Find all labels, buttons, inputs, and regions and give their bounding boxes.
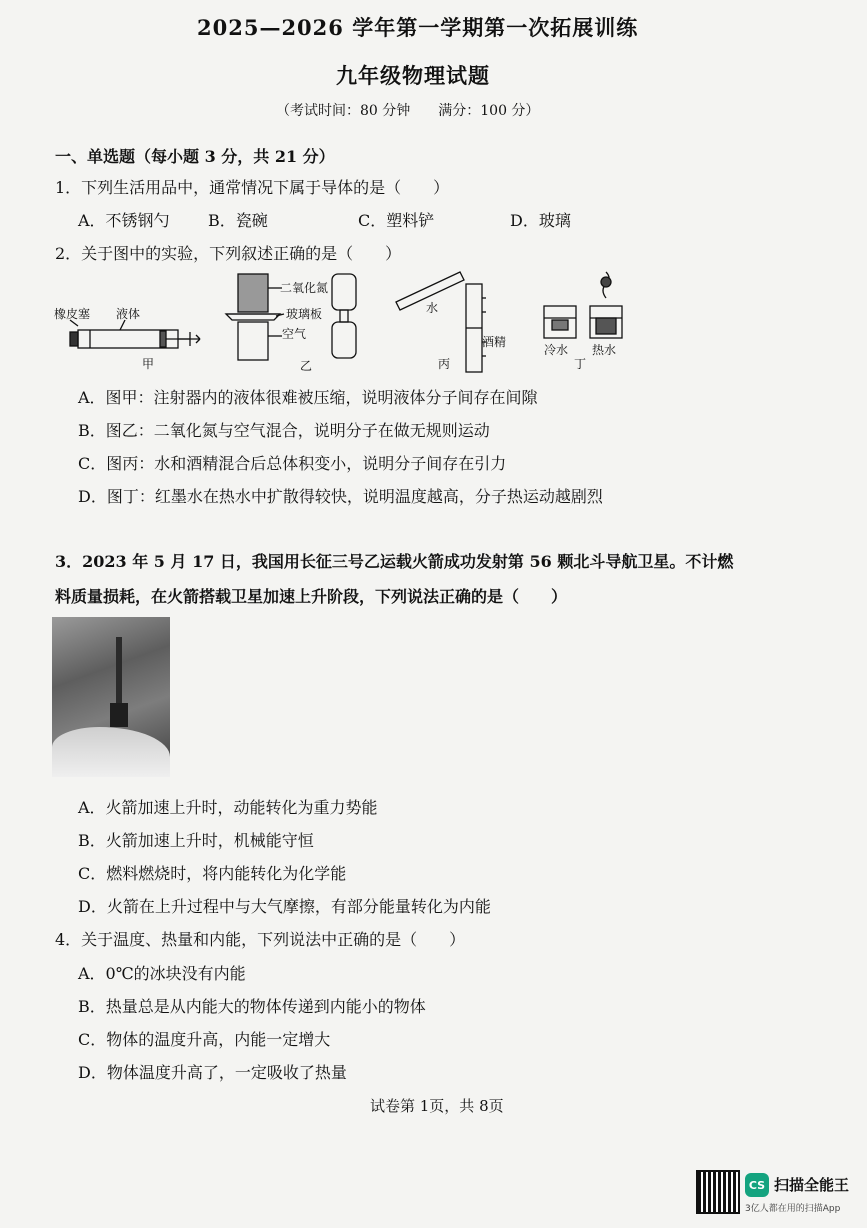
figure-yi-label-no2: 二氧化氮 [280, 281, 329, 295]
question-4-stem: 4．关于温度、热量和内能，下列说法中正确的是（ ） [55, 930, 466, 949]
rocket-launch-photo [52, 617, 170, 777]
figure-ding-caption: 丁 [574, 357, 587, 371]
question-2-option-a: A．图甲：注射器内的液体很难被压缩，说明液体分子间存在间隙 [78, 388, 538, 407]
question-1-option-d: D．玻璃 [510, 211, 571, 230]
figure-ding-beakers [544, 272, 622, 338]
figure-ding-label-hot: 热水 [592, 343, 617, 357]
question-4-option-b: B．热量总是从内能大的物体传递到内能小的物体 [78, 997, 426, 1016]
figure-bing-label-water: 水 [426, 301, 439, 315]
exam-subtitle: 九年级物理试题 [336, 63, 490, 88]
figure-jia-label-stopper: 橡皮塞 [54, 307, 91, 321]
question-1-option-b: B．瓷碗 [208, 211, 268, 230]
question-1-option-c: C．塑料铲 [358, 211, 435, 230]
question-3-stem-line-1: 3．2023 年 5 月 17 日，我国用长征三号乙运载火箭成功发射第 56 颗北斗导航卫星。不计燃 [55, 552, 734, 571]
question-3-option-b: B．火箭加速上升时，机械能守恒 [78, 831, 314, 850]
question-4-option-d: D．物体温度升高了，一定吸收了热量 [78, 1063, 347, 1082]
question-2-stem: 2．关于图中的实验，下列叙述正确的是（ ） [55, 244, 402, 263]
exam-title: 2025—2026 学年第一学期第一次拓展训练 [197, 15, 639, 40]
section-heading: 一、单选题（每小题 3 分，共 21 分） [55, 147, 335, 166]
question-1-option-a: A．不锈钢勺 [78, 211, 170, 230]
question-2-option-c: C．图丙：水和酒精混合后总体积变小，说明分子间存在引力 [78, 454, 507, 473]
watermark-tagline: 3亿人都在用的扫描App [745, 1204, 841, 1214]
question-1-stem: 1．下列生活用品中，通常情况下属于导体的是（ ） [55, 178, 450, 197]
question-2-figure [50, 268, 630, 380]
figure-yi-caption: 乙 [300, 359, 313, 373]
page-number: 试卷第 1页，共 8页 [370, 1097, 504, 1115]
qr-code-icon [696, 1170, 740, 1214]
figure-bing-label-alcohol: 酒精 [482, 335, 507, 349]
figure-ding-label-cold: 冷水 [544, 343, 569, 357]
question-3-option-c: C．燃料燃烧时，将内能转化为化学能 [78, 864, 347, 883]
rocket-base-shape [110, 703, 128, 727]
question-2-option-d: D．图丁：红墨水在热水中扩散得较快，说明温度越高，分子热运动越剧烈 [78, 487, 603, 506]
question-4-option-a: A．0℃的冰块没有内能 [78, 964, 246, 983]
figure-yi-label-glass: 玻璃板 [286, 307, 323, 321]
figure-yi-label-air: 空气 [282, 327, 307, 341]
watermark-brand: 扫描全能王 [774, 1176, 850, 1194]
figure-jia-syringe [70, 320, 200, 348]
figure-bing-caption: 丙 [438, 357, 451, 371]
question-2-option-b: B．图乙：二氧化氮与空气混合，说明分子在做无规则运动 [78, 421, 490, 440]
question-3-option-a: A．火箭加速上升时，动能转化为重力势能 [78, 798, 378, 817]
question-4-option-c: C．物体的温度升高，内能一定增大 [78, 1030, 331, 1049]
exam-info: （考试时间：80 分钟 满分：100 分） [276, 103, 540, 119]
figure-jia-caption: 甲 [142, 357, 155, 371]
question-3-stem-line-2: 料质量损耗，在火箭搭载卫星加速上升阶段，下列说法正确的是（ ） [55, 587, 568, 606]
question-3-option-d: D．火箭在上升过程中与大气摩擦，有部分能量转化为内能 [78, 897, 491, 916]
smoke-cloud-shape [52, 727, 170, 777]
camscanner-logo-icon: CS [745, 1173, 769, 1197]
figure-jia-label-liquid: 液体 [116, 307, 141, 321]
